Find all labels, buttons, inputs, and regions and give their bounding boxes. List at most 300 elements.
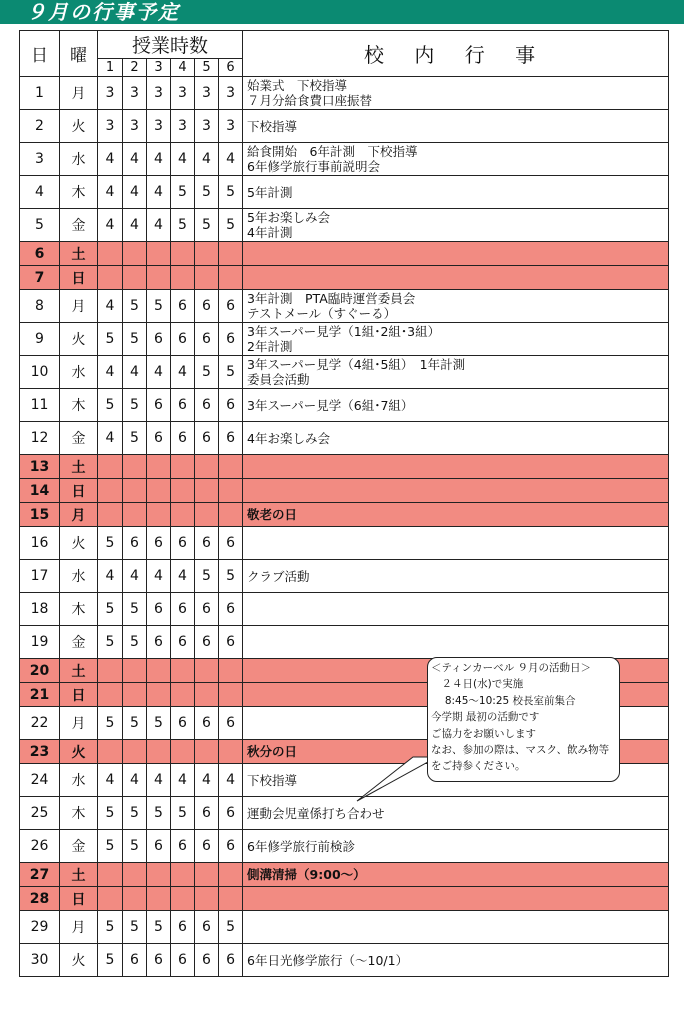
period-hours-cell [147,455,171,479]
header-day: 日 [20,31,60,77]
period-hours-cell [171,455,195,479]
period-hours-cell [98,242,123,266]
period-hours-cell: 4 [219,143,243,176]
day-cell: 16 [20,527,60,560]
period-hours-cell [147,683,171,707]
day-cell: 30 [20,944,60,977]
table-row [20,422,669,455]
period-hours-cell [195,887,219,911]
event-line: 5年お楽しみ会 [247,210,331,225]
period-hours-cell: 5 [98,389,123,422]
period-hours-cell: 5 [123,323,147,356]
period-hours-cell: 6 [147,830,171,863]
callout-line: ご協力をお願いします [431,727,536,740]
period-hours-cell: 6 [147,323,171,356]
period-hours-cell [98,479,123,503]
page-title: ９月の行事予定 [26,0,180,24]
period-hours-cell: 4 [98,356,123,389]
table-row [20,593,669,626]
day-cell: 2 [20,110,60,143]
table-row [20,455,669,479]
table-row [20,797,669,830]
period-hours-cell: 4 [98,290,123,323]
period-hours-cell: 4 [98,209,123,242]
weekday-cell: 日 [60,683,98,707]
day-cell: 11 [20,389,60,422]
event-line: 6年修学旅行前検診 [247,838,356,854]
period-hours-cell: 5 [98,593,123,626]
table-row [20,527,669,560]
header-period: 5 [195,59,219,77]
period-hours-cell [171,479,195,503]
period-hours-cell: 4 [123,209,147,242]
event-line: 3年計測 PTA臨時運営委員会 [247,291,416,306]
period-hours-cell [195,863,219,887]
event-cell [243,323,669,356]
period-hours-cell: 6 [219,797,243,830]
day-cell: 10 [20,356,60,389]
event-line: 3年スーパー見学（6組･7組） [247,397,414,413]
day-cell: 13 [20,455,60,479]
period-hours-cell [219,266,243,290]
period-hours-cell [123,266,147,290]
callout-line: 今学期 最初の活動です [431,711,540,724]
period-hours-cell [147,479,171,503]
event-cell [243,356,669,389]
table-row [20,911,669,944]
day-cell: 8 [20,290,60,323]
period-hours-cell [123,740,147,764]
period-hours-cell: 6 [195,527,219,560]
period-hours-cell: 5 [123,422,147,455]
weekday-cell: 水 [60,764,98,797]
period-hours-cell: 4 [123,764,147,797]
period-hours-cell: 6 [195,593,219,626]
event-cell [243,389,669,422]
day-cell: 26 [20,830,60,863]
event-line: 委員会活動 [247,372,310,387]
table-row [20,266,669,290]
period-hours-cell: 6 [147,944,171,977]
period-hours-cell: 4 [98,422,123,455]
weekday-cell: 木 [60,593,98,626]
period-hours-cell [123,659,147,683]
period-hours-cell: 3 [195,110,219,143]
period-hours-cell: 4 [195,764,219,797]
weekday-cell: 月 [60,911,98,944]
day-cell: 27 [20,863,60,887]
period-hours-cell: 5 [219,209,243,242]
period-hours-cell [219,479,243,503]
period-hours-cell: 4 [123,143,147,176]
period-hours-cell: 5 [219,356,243,389]
day-cell: 22 [20,707,60,740]
activity-callout [427,657,620,782]
table-row [20,356,669,389]
event-line: 給食開始 6年計測 下校指導 [247,144,418,159]
period-hours-cell [171,266,195,290]
period-hours-cell: 5 [147,707,171,740]
period-hours-cell [123,503,147,527]
period-hours-cell: 5 [195,176,219,209]
period-hours-cell: 6 [147,527,171,560]
period-hours-cell: 6 [219,389,243,422]
period-hours-cell [219,740,243,764]
period-hours-cell: 6 [171,593,195,626]
period-hours-cell: 6 [219,944,243,977]
title-banner [0,0,684,24]
period-hours-cell: 6 [123,944,147,977]
period-hours-cell: 5 [195,560,219,593]
event-cell [243,626,669,659]
period-hours-cell: 6 [171,626,195,659]
period-hours-cell [195,266,219,290]
event-line: 下校指導 [247,772,298,788]
day-cell: 20 [20,659,60,683]
weekday-cell: 木 [60,389,98,422]
period-hours-cell: 4 [171,143,195,176]
table-row [20,242,669,266]
day-cell: 18 [20,593,60,626]
period-hours-cell: 3 [147,77,171,110]
period-hours-cell: 6 [147,626,171,659]
event-line: 2年計測 [247,339,293,354]
period-hours-cell: 5 [98,797,123,830]
period-hours-cell: 4 [98,560,123,593]
table-row [20,176,669,209]
day-cell: 14 [20,479,60,503]
table-row [20,110,669,143]
event-cell [243,77,669,110]
period-hours-cell: 5 [219,176,243,209]
period-hours-cell: 4 [147,764,171,797]
period-hours-cell: 6 [147,422,171,455]
period-hours-cell: 5 [98,911,123,944]
period-hours-cell: 6 [171,527,195,560]
weekday-cell: 月 [60,707,98,740]
table-row [20,830,669,863]
day-cell: 7 [20,266,60,290]
period-hours-cell: 5 [171,797,195,830]
period-hours-cell: 4 [171,764,195,797]
weekday-cell: 水 [60,560,98,593]
weekday-cell: 月 [60,77,98,110]
period-hours-cell: 6 [171,389,195,422]
period-hours-cell: 6 [219,527,243,560]
event-line: 3年スーパー見学（1組･2組･3組） [247,324,441,339]
period-hours-cell: 6 [171,290,195,323]
period-hours-cell [147,659,171,683]
period-hours-cell [219,659,243,683]
period-hours-cell [123,863,147,887]
schedule-body [20,77,669,977]
table-row [20,323,669,356]
period-hours-cell: 3 [219,77,243,110]
period-hours-cell: 4 [171,560,195,593]
period-hours-cell: 4 [171,356,195,389]
table-row [20,290,669,323]
day-cell: 17 [20,560,60,593]
period-hours-cell: 4 [219,764,243,797]
event-cell [243,209,669,242]
period-hours-cell: 5 [123,626,147,659]
period-hours-cell: 3 [219,110,243,143]
period-hours-cell: 4 [123,560,147,593]
callout-line: ２４日(水)で実施 [431,678,524,691]
period-hours-cell: 6 [219,290,243,323]
period-hours-cell: 6 [195,911,219,944]
period-hours-cell: 5 [98,527,123,560]
callout-line: なお、参加の際は、マスク、飲み物等 [431,744,610,757]
period-hours-cell [147,266,171,290]
period-hours-cell: 6 [195,944,219,977]
period-hours-cell [171,242,195,266]
period-hours-cell: 3 [147,110,171,143]
period-hours-cell: 3 [123,110,147,143]
weekday-cell: 月 [60,503,98,527]
event-cell [243,863,669,887]
day-cell: 29 [20,911,60,944]
header-events: 校 内 行 事 [243,31,669,77]
event-line: 3年スーパー見学（4組･5組） 1年計測 [247,357,466,372]
day-cell: 24 [20,764,60,797]
period-hours-cell: 5 [171,176,195,209]
day-cell: 9 [20,323,60,356]
weekday-cell: 火 [60,527,98,560]
period-hours-cell [98,455,123,479]
period-hours-cell [147,242,171,266]
period-hours-cell: 3 [171,110,195,143]
weekday-cell: 土 [60,659,98,683]
period-hours-cell: 4 [123,176,147,209]
period-hours-cell [171,887,195,911]
day-cell: 28 [20,887,60,911]
period-hours-cell: 6 [147,389,171,422]
schedule-table [19,30,669,977]
period-hours-cell [219,455,243,479]
period-hours-cell: 5 [123,797,147,830]
event-line: 5年計測 [247,184,293,200]
header-weekday: 曜 [60,31,98,77]
period-hours-cell [123,887,147,911]
table-row [20,944,669,977]
period-hours-cell: 3 [98,110,123,143]
period-hours-cell: 5 [219,560,243,593]
period-hours-cell: 5 [147,290,171,323]
weekday-cell: 火 [60,323,98,356]
weekday-cell: 火 [60,944,98,977]
period-hours-cell [123,455,147,479]
period-hours-cell: 4 [98,764,123,797]
period-hours-cell: 5 [219,911,243,944]
period-hours-cell [195,455,219,479]
event-line: 敬老の日 [247,507,298,522]
period-hours-cell: 3 [195,77,219,110]
weekday-cell: 金 [60,830,98,863]
event-cell [243,527,669,560]
period-hours-cell: 6 [171,911,195,944]
period-hours-cell: 5 [98,944,123,977]
period-hours-cell [219,683,243,707]
table-row [20,389,669,422]
period-hours-cell [195,242,219,266]
period-hours-cell [171,503,195,527]
event-cell [243,143,669,176]
period-hours-cell: 5 [98,830,123,863]
header-period: 2 [123,59,147,77]
period-hours-cell [123,242,147,266]
period-hours-cell [195,503,219,527]
event-line: 6年日光修学旅行（～10/1） [247,952,409,968]
day-cell: 23 [20,740,60,764]
period-hours-cell: 6 [219,707,243,740]
event-cell [243,503,669,527]
weekday-cell: 土 [60,863,98,887]
weekday-cell: 金 [60,626,98,659]
day-cell: 3 [20,143,60,176]
period-hours-cell: 6 [195,290,219,323]
event-cell [243,422,669,455]
period-hours-cell [219,863,243,887]
period-hours-cell: 6 [123,527,147,560]
event-cell [243,944,669,977]
table-row [20,77,669,110]
day-cell: 21 [20,683,60,707]
event-cell [243,290,669,323]
period-hours-cell [195,683,219,707]
period-hours-cell [123,683,147,707]
event-line: 秋分の日 [247,744,298,759]
period-hours-cell: 5 [171,209,195,242]
period-hours-cell [147,887,171,911]
event-line: テストメール（すぐーる） [247,306,397,321]
period-hours-cell: 4 [147,143,171,176]
period-hours-cell: 6 [147,593,171,626]
period-hours-cell: 3 [171,77,195,110]
period-hours-cell: 6 [195,797,219,830]
period-hours-cell: 3 [123,77,147,110]
period-hours-cell: 6 [195,323,219,356]
event-cell [243,593,669,626]
weekday-cell: 月 [60,290,98,323]
period-hours-cell: 5 [98,323,123,356]
event-line: 4年計測 [247,225,293,240]
period-hours-cell: 4 [98,176,123,209]
weekday-cell: 火 [60,110,98,143]
period-hours-cell: 6 [171,944,195,977]
event-cell [243,110,669,143]
period-hours-cell: 5 [195,209,219,242]
period-hours-cell: 6 [171,707,195,740]
header-period: 6 [219,59,243,77]
event-line: 始業式 下校指導 [247,78,348,93]
table-row [20,887,669,911]
period-hours-cell [98,659,123,683]
period-hours-cell: 6 [195,389,219,422]
period-hours-cell [171,659,195,683]
period-hours-cell: 5 [123,707,147,740]
period-hours-cell: 6 [195,626,219,659]
event-cell [243,266,669,290]
period-hours-cell [219,887,243,911]
period-hours-cell [195,740,219,764]
period-hours-cell: 5 [123,389,147,422]
period-hours-cell [195,659,219,683]
period-hours-cell: 4 [147,176,171,209]
event-cell [243,560,669,593]
event-line: 下校指導 [247,118,298,134]
period-hours-cell: 6 [195,422,219,455]
weekday-cell: 火 [60,740,98,764]
day-cell: 1 [20,77,60,110]
weekday-cell: 日 [60,887,98,911]
period-hours-cell: 4 [147,356,171,389]
period-hours-cell: 6 [219,830,243,863]
table-row [20,209,669,242]
event-cell [243,887,669,911]
period-hours-cell [98,887,123,911]
event-cell [243,455,669,479]
day-cell: 15 [20,503,60,527]
period-hours-cell: 6 [171,323,195,356]
day-cell: 12 [20,422,60,455]
period-hours-cell: 6 [219,323,243,356]
period-hours-cell: 5 [147,797,171,830]
event-cell [243,242,669,266]
callout-line: をご持参ください。 [431,760,526,773]
weekday-cell: 日 [60,266,98,290]
header-hours: 授業時数 [98,31,243,59]
day-cell: 4 [20,176,60,209]
period-hours-cell [171,863,195,887]
event-line: クラブ活動 [247,568,310,584]
period-hours-cell: 5 [123,830,147,863]
day-cell: 25 [20,797,60,830]
weekday-cell: 土 [60,242,98,266]
period-hours-cell [171,740,195,764]
weekday-cell: 金 [60,209,98,242]
period-hours-cell: 4 [147,209,171,242]
period-hours-cell: 5 [98,626,123,659]
weekday-cell: 木 [60,176,98,209]
period-hours-cell [98,266,123,290]
header-period: 1 [98,59,123,77]
event-cell [243,830,669,863]
period-hours-cell: 6 [171,422,195,455]
period-hours-cell: 4 [195,143,219,176]
period-hours-cell [98,740,123,764]
period-hours-cell [195,479,219,503]
period-hours-cell [98,503,123,527]
event-cell [243,797,669,830]
weekday-cell: 木 [60,797,98,830]
period-hours-cell [219,503,243,527]
period-hours-cell: 5 [98,707,123,740]
period-hours-cell: 5 [195,356,219,389]
period-hours-cell: 5 [123,593,147,626]
weekday-cell: 水 [60,143,98,176]
weekday-cell: 水 [60,356,98,389]
table-row [20,143,669,176]
event-cell [243,479,669,503]
event-line: 側溝清掃（9:00～） [247,867,366,882]
period-hours-cell [147,863,171,887]
period-hours-cell: 6 [195,707,219,740]
weekday-cell: 日 [60,479,98,503]
period-hours-cell: 4 [147,560,171,593]
period-hours-cell [147,503,171,527]
event-cell [243,911,669,944]
